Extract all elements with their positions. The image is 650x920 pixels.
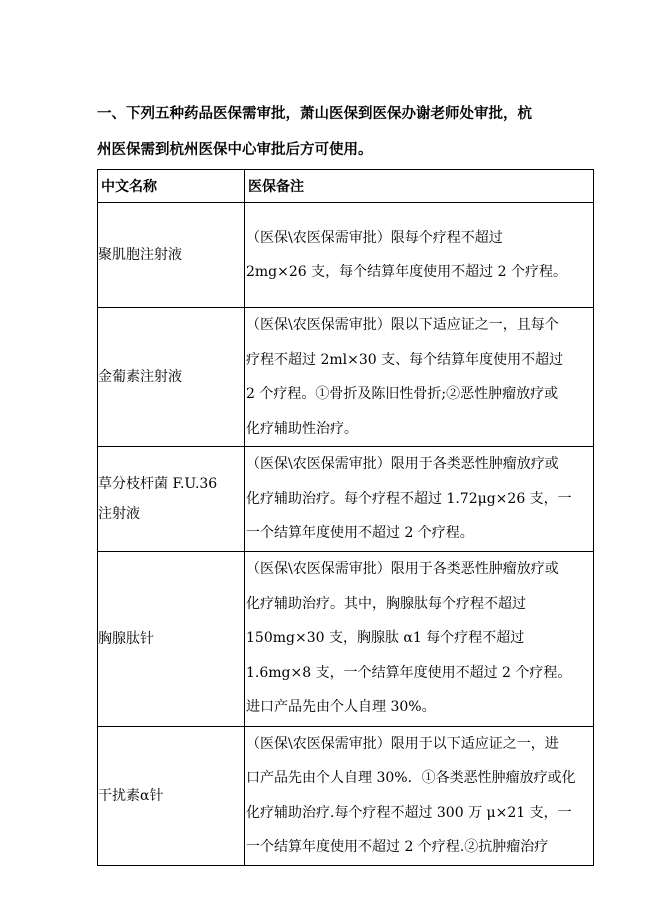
note-line: （医保\农医保需审批）限用于以下适应证之一，进: [246, 735, 559, 752]
note-line: （医保\农医保需审批）限每个疗程不超过: [246, 229, 503, 246]
insurance-note-cell: [245, 308, 594, 447]
drug-name: 胸腺肽针: [98, 630, 154, 647]
drug-name: 干扰素α针: [98, 787, 164, 804]
drug-name-cell: [98, 726, 245, 865]
drug-name-cell: [98, 203, 245, 308]
note-line: 一个结算年度使用不超过 2 个疗程。: [246, 525, 474, 541]
medication-table: [97, 169, 594, 866]
insurance-note-cell: [245, 203, 594, 308]
note-line: 进口产品先由个人自理 30%。: [246, 699, 436, 716]
intro-paragraph: [97, 96, 597, 168]
intro-line: 州医保需到杭州医保中心审批后方可使用。: [97, 142, 373, 158]
table-row: [98, 203, 594, 308]
note-line: （医保\农医保需审批）限以下适应证之一，且每个: [246, 317, 559, 333]
note-line: （医保\农医保需审批）限用于各类恶性肿瘤放疗或: [246, 561, 559, 578]
insurance-note-cell: [245, 447, 594, 552]
note-line: （医保\农医保需审批）限用于各类恶性肿瘤放疗或: [246, 456, 559, 472]
table-row: [98, 726, 594, 865]
drug-name: 草分枝杆菌 F.U.36: [98, 475, 218, 492]
note-line: 化疗辅助治疗.每个疗程不超过 300 万 μ×21 支，一: [246, 804, 572, 821]
drug-name: 金葡素注射液: [98, 369, 182, 385]
note-line: 1.6mg×8 支，一个结算年度使用不超过 2 个疗程。: [246, 664, 572, 681]
drug-name-cell: [98, 308, 245, 447]
insurance-note-cell: [245, 551, 594, 726]
note-line: 化疗辅助治疗。其中，胸腺肽每个疗程不超过: [246, 595, 526, 612]
drug-name: 聚肌胞注射液: [98, 247, 182, 263]
note-line: 一个结算年度使用不超过 2 个疗程.②抗肿瘤治疗: [246, 839, 549, 855]
note-line: 2mg×26 支，每个结算年度使用不超过 2 个疗程。: [246, 264, 567, 280]
drug-name: 注射液: [98, 505, 140, 522]
table-header-row: [98, 170, 594, 203]
note-line: 口产品先由个人自理 30%．①各类恶性肿瘤放疗或化: [246, 770, 576, 786]
table-row: [98, 447, 594, 552]
header-chinese-name: 中文名称: [98, 170, 245, 203]
intro-line: 一、下列五种药品医保需审批，萧山医保到医保办谢老师处审批，杭: [97, 106, 532, 122]
drug-name-cell: [98, 551, 245, 726]
header-insurance-notes: 医保备注: [245, 170, 594, 203]
note-line: 150mg×30 支，胸腺肽 α1 每个疗程不超过: [246, 630, 525, 647]
table-row: [98, 308, 594, 447]
table-row: [98, 551, 594, 726]
note-line: 2 个疗程。①骨折及陈旧性骨折;②恶性肿瘤放疗或: [246, 386, 559, 402]
note-line: 化疗辅助治疗。每个疗程不超过 1.72μg×26 支，一: [246, 490, 572, 507]
drug-name-cell: [98, 447, 245, 552]
note-line: 化疗辅助性治疗。: [246, 420, 358, 437]
note-line: 疗程不超过 2ml×30 支、每个结算年度使用不超过: [246, 351, 564, 368]
insurance-note-cell: [245, 726, 594, 865]
